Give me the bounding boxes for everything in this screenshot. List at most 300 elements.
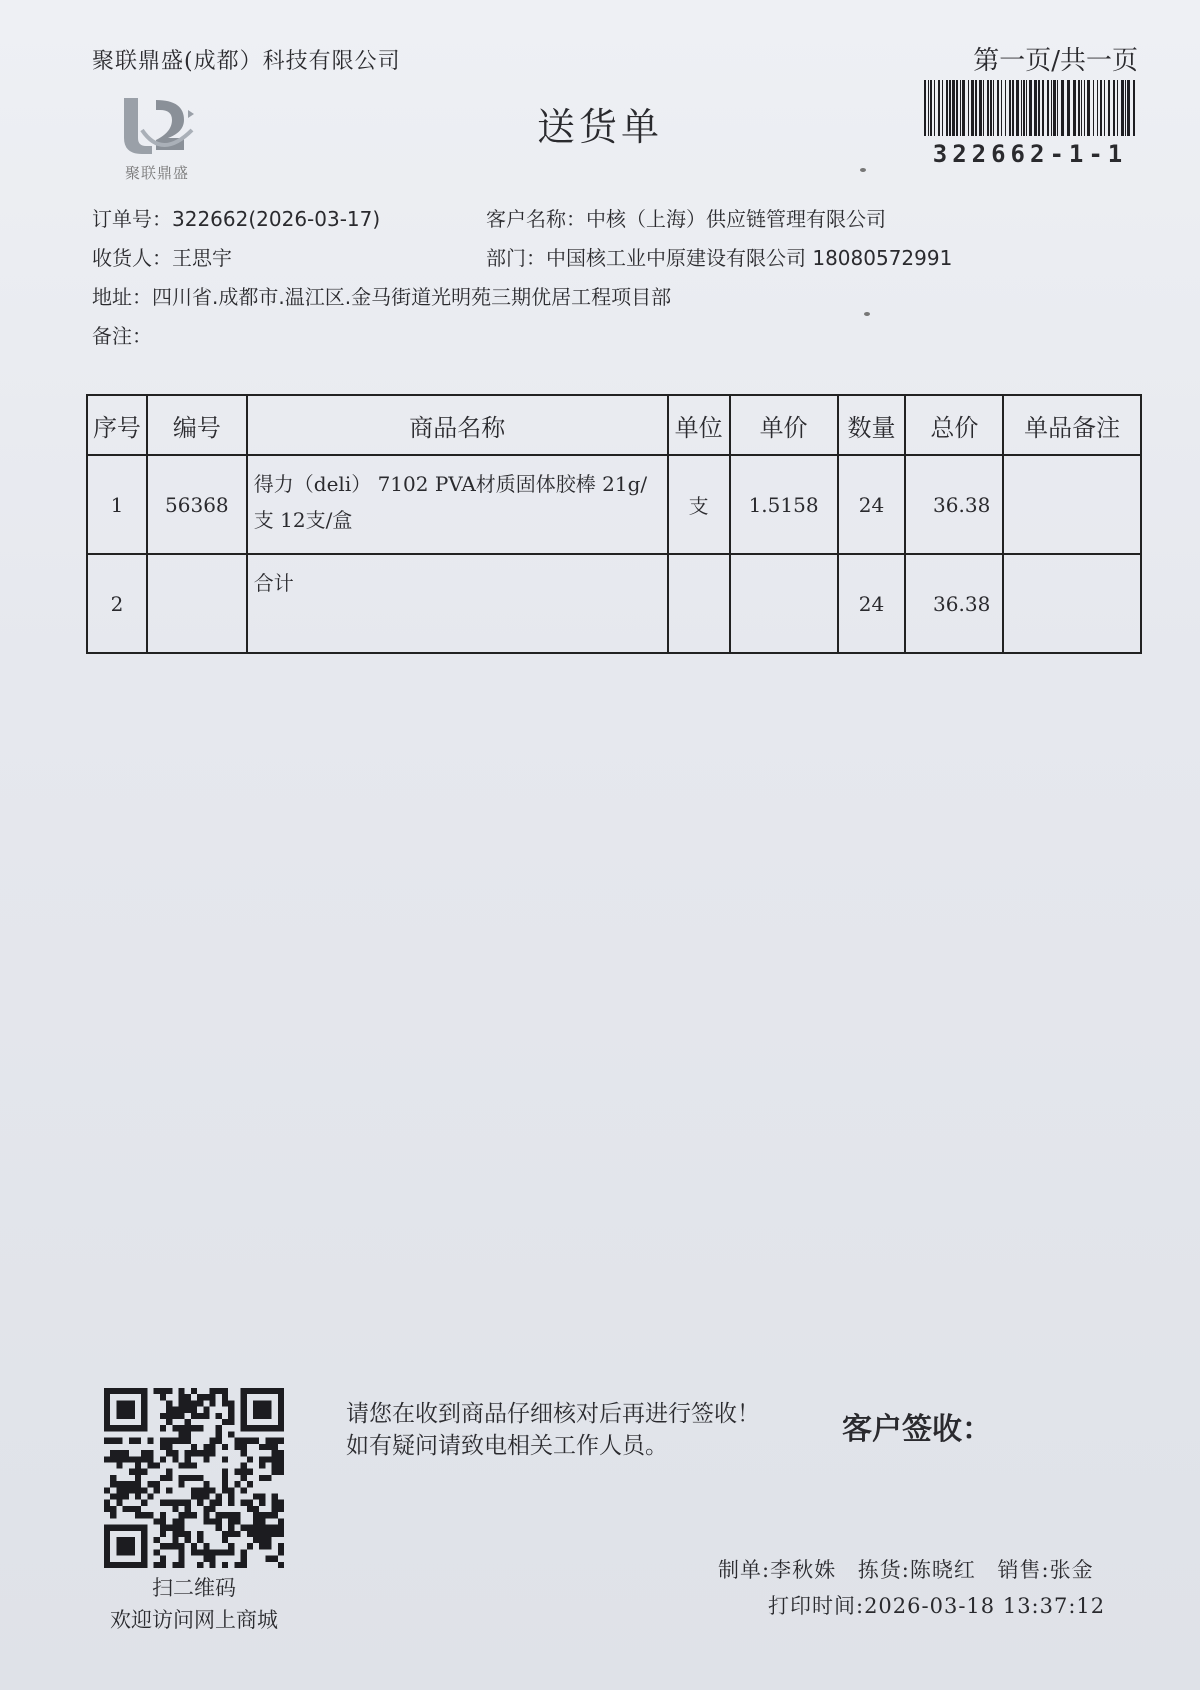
qr-module <box>160 1556 166 1562</box>
cell-price <box>730 554 838 653</box>
barcode-bar <box>975 80 977 136</box>
qr-module <box>197 1425 203 1431</box>
qr-caption-line2: 欢迎访问网上商城 <box>110 1608 278 1632</box>
qr-module <box>234 1562 240 1568</box>
qr-module <box>147 1512 153 1518</box>
qr-module <box>166 1543 172 1549</box>
qr-module <box>216 1494 222 1500</box>
qr-module <box>129 1456 135 1462</box>
cell-name-line1: 得力（deli） 7102 PVA材质固体胶棒 21g/ <box>253 472 648 496</box>
qr-module <box>141 1525 147 1531</box>
qr-module <box>178 1531 184 1537</box>
qr-module <box>222 1394 228 1400</box>
qr-module <box>104 1394 110 1400</box>
notice-text: 请您在收到商品仔细核对后再进行签收！如有疑问请致电相关工作人员。 <box>346 1401 760 1459</box>
qr-module <box>272 1512 278 1518</box>
barcode-bar <box>1093 80 1094 136</box>
qr-module <box>141 1394 147 1400</box>
qr-module <box>272 1469 278 1475</box>
qr-module <box>166 1475 172 1481</box>
qr-module <box>110 1450 116 1456</box>
qr-module <box>116 1425 122 1431</box>
qr-module <box>141 1419 147 1425</box>
barcode-bar <box>952 80 955 136</box>
qr-module <box>222 1419 228 1425</box>
qr-module <box>247 1506 253 1512</box>
qr-module <box>272 1456 278 1462</box>
qr-module <box>191 1543 197 1549</box>
qr-module <box>278 1518 284 1524</box>
qr-module <box>210 1444 216 1450</box>
qr-module <box>160 1475 166 1481</box>
barcode-bar <box>1053 80 1056 136</box>
address-label: 地址： <box>92 285 152 309</box>
qr-module <box>265 1425 271 1431</box>
qr-module <box>141 1512 147 1518</box>
qr-module <box>234 1438 240 1444</box>
barcode-bar <box>993 80 994 136</box>
qr-module <box>185 1462 191 1468</box>
qr-module <box>147 1462 153 1468</box>
receiver <box>92 242 232 271</box>
qr-module <box>259 1531 265 1537</box>
qr-module <box>160 1394 166 1400</box>
qr-module <box>123 1494 129 1500</box>
qr-module <box>160 1531 166 1537</box>
staff-line <box>718 1554 1108 1584</box>
barcode-bar <box>1067 80 1070 136</box>
qr-module <box>123 1407 129 1413</box>
qr-module <box>135 1388 141 1394</box>
qr-module <box>241 1487 247 1493</box>
qr-module <box>197 1413 203 1419</box>
qr-module <box>247 1531 253 1537</box>
qr-module <box>278 1549 284 1555</box>
qr-module <box>116 1481 122 1487</box>
qr-module <box>228 1500 234 1506</box>
qr-module <box>265 1400 271 1406</box>
qr-module <box>253 1525 259 1531</box>
qr-module <box>185 1431 191 1437</box>
paper-speck <box>864 312 870 316</box>
logo-text: 聚联鼎盛 <box>124 164 189 182</box>
qr-module <box>259 1425 265 1431</box>
qr-module <box>116 1543 122 1549</box>
qr-module <box>222 1537 228 1543</box>
qr-module <box>247 1543 253 1549</box>
qr-module <box>191 1475 197 1481</box>
qr-module <box>160 1512 166 1518</box>
qr-module <box>253 1531 259 1537</box>
barcode-bar <box>983 80 984 136</box>
qr-module <box>247 1469 253 1475</box>
qr-module <box>203 1487 209 1493</box>
barcode-bar <box>930 80 932 136</box>
qr-module <box>197 1500 203 1506</box>
qr-module <box>123 1562 129 1568</box>
qr-module <box>141 1487 147 1493</box>
qr-module <box>110 1494 116 1500</box>
receiver-value: 王思宇 <box>172 246 232 270</box>
qr-module <box>222 1549 228 1555</box>
qr-module <box>185 1425 191 1431</box>
qr-module <box>135 1506 141 1512</box>
qr-module <box>241 1394 247 1400</box>
qr-module <box>135 1494 141 1500</box>
qr-module <box>123 1413 129 1419</box>
qr-module <box>253 1518 259 1524</box>
qr-module <box>197 1494 203 1500</box>
qr-module <box>247 1481 253 1487</box>
qr-module <box>234 1531 240 1537</box>
qr-module <box>178 1481 184 1487</box>
qr-module <box>141 1537 147 1543</box>
qr-module <box>178 1475 184 1481</box>
qr-module <box>147 1438 153 1444</box>
header-price: 单价 <box>730 395 838 455</box>
qr-module <box>129 1413 135 1419</box>
qr-module <box>104 1543 110 1549</box>
qr-module <box>222 1400 228 1406</box>
qr-module <box>172 1562 178 1568</box>
qr-module <box>147 1450 153 1456</box>
barcode-bar <box>997 80 999 136</box>
qr-module <box>228 1400 234 1406</box>
qr-module <box>172 1425 178 1431</box>
qr-module <box>253 1537 259 1543</box>
qr-module <box>104 1456 110 1462</box>
qr-module <box>110 1438 116 1444</box>
barcode-bar <box>1047 80 1049 136</box>
qr-module <box>160 1438 166 1444</box>
qr-module <box>154 1537 160 1543</box>
qr-module <box>247 1388 253 1394</box>
remark <box>92 320 152 349</box>
qr-module <box>185 1407 191 1413</box>
receiver-label: 收货人： <box>92 246 172 270</box>
barcode-bar <box>1009 80 1011 136</box>
qr-module <box>203 1549 209 1555</box>
qr-module <box>172 1413 178 1419</box>
barcode-bar <box>1057 80 1058 136</box>
qr-module <box>241 1444 247 1450</box>
qr-module <box>185 1512 191 1518</box>
cell-name <box>247 554 668 653</box>
cell-seq: 1 <box>87 455 147 554</box>
qr-module <box>203 1481 209 1487</box>
qr-module <box>104 1500 110 1506</box>
qr-module <box>216 1425 222 1431</box>
qr-module <box>141 1500 147 1506</box>
qr-module <box>228 1431 234 1437</box>
qr-module <box>116 1494 122 1500</box>
qr-module <box>203 1456 209 1462</box>
qr-module <box>141 1469 147 1475</box>
qr-module <box>172 1537 178 1543</box>
qr-module <box>185 1475 191 1481</box>
qr-module <box>178 1556 184 1562</box>
qr-module <box>278 1500 284 1506</box>
qr-module <box>265 1543 271 1549</box>
qr-module <box>203 1543 209 1549</box>
qr-module <box>166 1413 172 1419</box>
barcode-bar <box>1026 80 1027 136</box>
qr-module <box>228 1543 234 1549</box>
qr-module <box>135 1481 141 1487</box>
barcode-bar <box>1021 80 1022 136</box>
qr-module <box>154 1549 160 1555</box>
qr-module <box>191 1413 197 1419</box>
qr-module <box>247 1500 253 1506</box>
barcode-bar <box>1078 80 1080 136</box>
qr-module <box>166 1419 172 1425</box>
qr-module <box>210 1518 216 1524</box>
qr-module <box>123 1537 129 1543</box>
qr-module <box>160 1562 166 1568</box>
barcode-bar <box>1133 80 1135 136</box>
qr-module <box>116 1525 122 1531</box>
qr-module <box>172 1407 178 1413</box>
qr-module <box>172 1518 178 1524</box>
qr-module <box>104 1487 110 1493</box>
table-header-row <box>87 395 1141 455</box>
barcode-bar <box>1023 80 1025 136</box>
qr-module <box>241 1407 247 1413</box>
qr-module <box>154 1388 160 1394</box>
qr-module <box>216 1413 222 1419</box>
qr-module <box>123 1487 129 1493</box>
qr-module <box>278 1400 284 1406</box>
qr-module <box>234 1518 240 1524</box>
qr-module <box>278 1450 284 1456</box>
qr-module <box>203 1394 209 1400</box>
barcode-bar <box>928 80 929 136</box>
qr-module <box>104 1537 110 1543</box>
qr-module <box>278 1419 284 1425</box>
qr-module <box>116 1500 122 1506</box>
qr-module <box>116 1456 122 1462</box>
qr-module <box>135 1425 141 1431</box>
qr-module <box>178 1525 184 1531</box>
qr-module <box>104 1525 110 1531</box>
qr-module <box>241 1469 247 1475</box>
qr-module <box>222 1487 228 1493</box>
qr-module <box>259 1413 265 1419</box>
qr-module <box>178 1407 184 1413</box>
qr-module <box>129 1525 135 1531</box>
qr-module <box>278 1407 284 1413</box>
qr-module <box>241 1450 247 1456</box>
cell-qty: 24 <box>838 455 906 554</box>
barcode-bar <box>946 80 948 136</box>
qr-module <box>178 1431 184 1437</box>
barcode-bar <box>1081 80 1082 136</box>
qr-module <box>234 1481 240 1487</box>
qr-module <box>278 1469 284 1475</box>
barcode-bar <box>1029 80 1032 136</box>
qr-module <box>253 1400 259 1406</box>
qr-module <box>178 1512 184 1518</box>
cell-code: 56368 <box>147 455 247 554</box>
qr-module <box>210 1556 216 1562</box>
qr-module <box>123 1481 129 1487</box>
qr-module <box>123 1425 129 1431</box>
qr-module <box>265 1512 271 1518</box>
qr-module <box>185 1438 191 1444</box>
barcode-bar <box>938 80 940 136</box>
qr-module <box>166 1388 172 1394</box>
qr-module <box>160 1413 166 1419</box>
qr-module <box>197 1394 203 1400</box>
qr-module <box>210 1388 216 1394</box>
qr-module <box>272 1438 278 1444</box>
barcode-bar <box>990 80 992 136</box>
qr-module <box>129 1537 135 1543</box>
qr-module <box>110 1562 116 1568</box>
order-number <box>92 203 380 232</box>
qr-module <box>272 1556 278 1562</box>
qr-module <box>272 1500 278 1506</box>
qr-module <box>265 1407 271 1413</box>
maker: 制单:李秋姝 <box>718 1558 837 1582</box>
qr-module <box>247 1456 253 1462</box>
qr-module <box>110 1506 116 1512</box>
qr-module <box>259 1525 265 1531</box>
qr-module <box>123 1456 129 1462</box>
qr-module <box>203 1494 209 1500</box>
qr-module <box>129 1469 135 1475</box>
qr-module <box>272 1531 278 1537</box>
qr-module <box>216 1431 222 1437</box>
qr-module <box>166 1525 172 1531</box>
qr-module <box>191 1444 197 1450</box>
department-label: 部门： <box>486 246 546 270</box>
barcode-bar <box>979 80 982 136</box>
barcode-bar <box>987 80 989 136</box>
qr-module <box>272 1462 278 1468</box>
qr-module <box>278 1562 284 1568</box>
qr-module <box>178 1400 184 1406</box>
qr-module <box>259 1512 265 1518</box>
barcode-bar <box>1117 80 1118 136</box>
qr-module <box>172 1506 178 1512</box>
qr-module <box>210 1549 216 1555</box>
qr-module <box>197 1537 203 1543</box>
qr-module <box>216 1438 222 1444</box>
qr-module <box>129 1481 135 1487</box>
qr-module <box>278 1531 284 1537</box>
qr-module <box>172 1456 178 1462</box>
qr-module <box>265 1475 271 1481</box>
qr-module <box>104 1400 110 1406</box>
qr-module <box>110 1512 116 1518</box>
qr-module <box>154 1562 160 1568</box>
barcode-icon <box>922 80 1138 136</box>
qr-module <box>216 1549 222 1555</box>
barcode-bar <box>1127 80 1130 136</box>
cell-name-line1: 合计 <box>253 571 294 595</box>
qr-module <box>141 1388 147 1394</box>
qr-module <box>104 1506 110 1512</box>
table-row <box>87 554 1141 653</box>
qr-module <box>135 1475 141 1481</box>
qr-module <box>160 1456 166 1462</box>
qr-module <box>116 1462 122 1468</box>
order-value: 322662(2026-03-17) <box>172 207 381 231</box>
qr-module <box>228 1531 234 1537</box>
qr-module <box>253 1388 259 1394</box>
qr-module <box>135 1456 141 1462</box>
qr-module <box>222 1481 228 1487</box>
header-seq: 序号 <box>87 395 147 455</box>
qr-module <box>129 1506 135 1512</box>
qr-module <box>265 1537 271 1543</box>
qr-module <box>272 1494 278 1500</box>
barcode-bar <box>1034 80 1037 136</box>
header-note: 单品备注 <box>1003 395 1141 455</box>
qr-module <box>272 1388 278 1394</box>
items-table <box>86 394 1142 654</box>
qr-module <box>197 1400 203 1406</box>
qr-module <box>123 1400 129 1406</box>
qr-module <box>197 1487 203 1493</box>
qr-module <box>178 1413 184 1419</box>
qr-module <box>253 1407 259 1413</box>
cell-price: 1.5158 <box>730 455 838 554</box>
qr-module <box>197 1562 203 1568</box>
qr-module <box>185 1506 191 1512</box>
department-value: 中国核工业中原建设有限公司 18080572991 <box>546 246 953 270</box>
qr-module <box>129 1438 135 1444</box>
qr-module <box>172 1531 178 1537</box>
qr-module <box>253 1512 259 1518</box>
qr-module <box>210 1506 216 1512</box>
qr-module <box>222 1512 228 1518</box>
qr-module <box>129 1549 135 1555</box>
address <box>92 281 671 310</box>
qr-module <box>216 1500 222 1506</box>
qr-module <box>123 1506 129 1512</box>
qr-module <box>166 1450 172 1456</box>
qr-module <box>265 1413 271 1419</box>
qr-module <box>160 1518 166 1524</box>
qr-module <box>222 1475 228 1481</box>
barcode-bar <box>960 80 961 136</box>
qr-module <box>135 1469 141 1475</box>
qr-module <box>104 1562 110 1568</box>
customer-label: 客户名称： <box>486 207 586 231</box>
barcode-bar <box>1042 80 1044 136</box>
qr-module <box>178 1425 184 1431</box>
company-name: 聚联鼎盛(成都）科技有限公司 <box>92 49 401 74</box>
barcode-number: 322662-1-1 <box>932 140 1128 168</box>
qr-module <box>191 1407 197 1413</box>
qr-module <box>203 1444 209 1450</box>
qr-module <box>241 1425 247 1431</box>
qr-module <box>259 1518 265 1524</box>
customer-value: 中核（上海）供应链管理有限公司 <box>586 207 886 231</box>
qr-module <box>265 1556 271 1562</box>
qr-module <box>203 1512 209 1518</box>
qr-module <box>234 1444 240 1450</box>
qr-module <box>272 1444 278 1450</box>
qr-module <box>222 1531 228 1537</box>
qr-module <box>129 1487 135 1493</box>
qr-module <box>259 1462 265 1468</box>
qr-module <box>154 1481 160 1487</box>
qr-module <box>278 1543 284 1549</box>
qr-module <box>216 1512 222 1518</box>
